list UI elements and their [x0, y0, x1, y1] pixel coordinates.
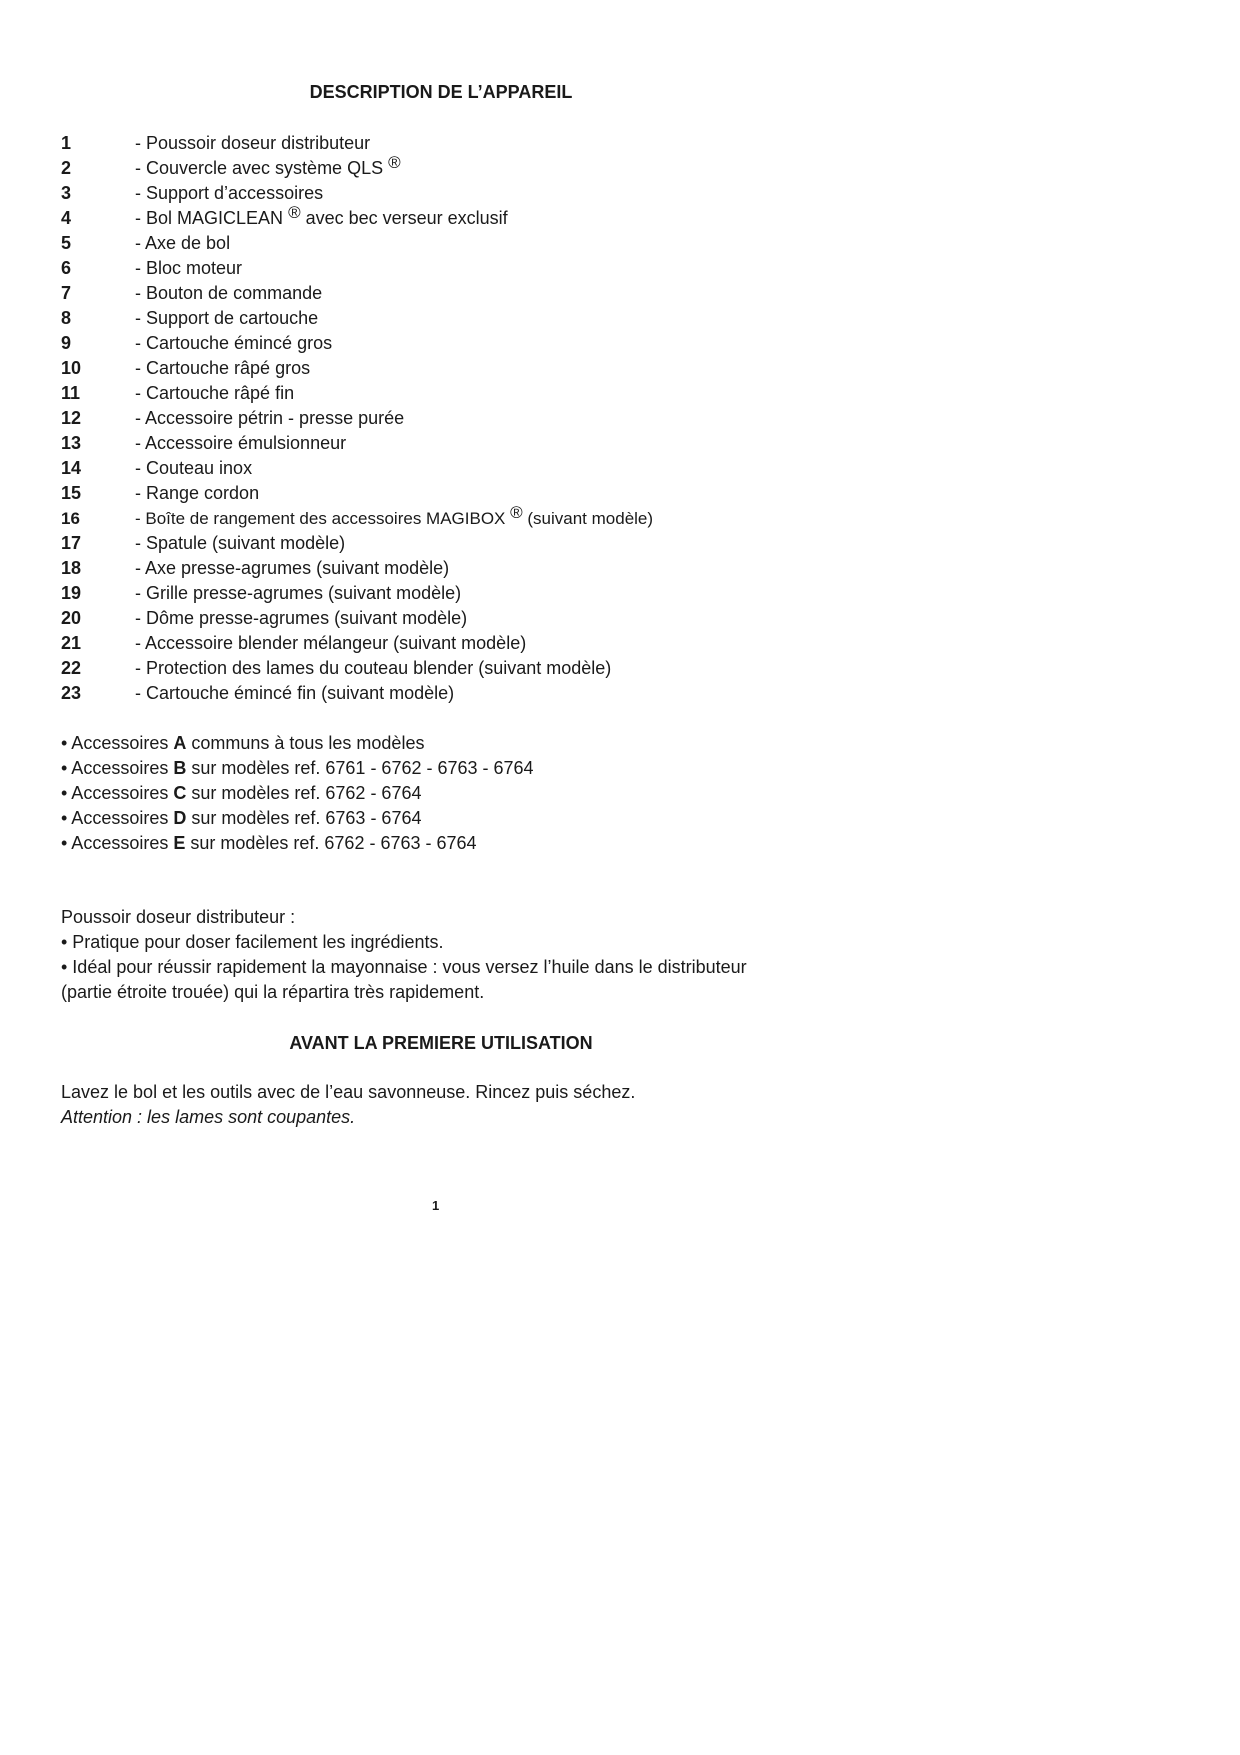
parts-list [61, 131, 653, 706]
note-prefix: • Accessoires [61, 733, 174, 753]
part-label: - Bloc moteur [135, 258, 243, 278]
part-number: 21 [61, 633, 82, 653]
part-label-suffix: avec bec verseur exclusif [300, 208, 508, 228]
part-label: - Support de cartouche [135, 308, 319, 328]
registered-mark: ® [388, 153, 401, 172]
note-text: sur modèles ref. 6761 - 6762 - 6763 - 6764 [186, 758, 534, 778]
pusher-line-1: • Pratique pour doser facilement les ingrédients. [61, 932, 444, 952]
list-item [61, 381, 653, 406]
part-number: 7 [61, 283, 72, 303]
part-label: - Spatule (suivant modèle) [135, 533, 346, 553]
note-prefix: • Accessoires [61, 783, 174, 803]
part-number: 6 [61, 258, 72, 278]
note-text: sur modèles ref. 6763 - 6764 [186, 808, 422, 828]
part-label: - Boîte de rangement des accessoires MAGIBOX [135, 509, 506, 528]
part-label: - Axe presse-agrumes (suivant modèle) [135, 558, 450, 578]
accessory-notes [61, 731, 534, 856]
pusher-line-2: • Idéal pour réussir rapidement la mayonnaise : vous versez l’huile dans le distributeur [61, 957, 747, 977]
note-text: sur modèles ref. 6762 - 6764 [186, 783, 422, 803]
part-label: - Cartouche râpé fin [135, 383, 295, 403]
part-number: 4 [61, 208, 72, 228]
list-item [61, 231, 653, 256]
part-label: - Cartouche râpé gros [135, 358, 311, 378]
part-number: 16 [61, 509, 80, 528]
part-label: - Grille presse-agrumes (suivant modèle) [135, 583, 462, 603]
list-item [61, 356, 653, 381]
list-item [61, 256, 653, 281]
accessory-note [61, 831, 534, 856]
accessory-note [61, 756, 534, 781]
part-number: 10 [61, 358, 82, 378]
page-number: 1 [432, 1198, 440, 1213]
note-prefix: • Accessoires [61, 833, 174, 853]
list-item [61, 331, 653, 356]
part-number: 19 [61, 583, 82, 603]
part-number: 20 [61, 608, 82, 628]
note-text: communs à tous les modèles [186, 733, 425, 753]
accessory-letter: D [173, 808, 187, 828]
part-label: - Dôme presse-agrumes (suivant modèle) [135, 608, 468, 628]
part-label: - Accessoire émulsionneur [135, 433, 347, 453]
list-item [61, 606, 653, 631]
part-number: 8 [61, 308, 72, 328]
accessory-note [61, 731, 534, 756]
list-item [61, 306, 653, 331]
first-use-section [61, 1080, 635, 1130]
first-use-heading: AVANT LA PREMIERE UTILISATION [289, 1033, 593, 1053]
registered-mark: ® [510, 503, 523, 522]
part-number: 15 [61, 483, 82, 503]
accessory-letter: A [173, 733, 187, 753]
note-text: sur modèles ref. 6762 - 6763 - 6764 [185, 833, 477, 853]
part-number: 17 [61, 533, 82, 553]
description-heading: DESCRIPTION DE L’APPAREIL [309, 82, 573, 102]
list-item [61, 556, 653, 581]
list-item [61, 681, 653, 706]
part-label: - Bol MAGICLEAN [135, 208, 284, 228]
part-label: - Range cordon [135, 483, 260, 503]
list-item [61, 656, 653, 681]
list-item [61, 281, 653, 306]
part-label-suffix: (suivant modèle) [522, 509, 654, 528]
warning-text: Attention : les lames sont coupantes. [61, 1107, 356, 1127]
part-number: 13 [61, 433, 82, 453]
part-number: 12 [61, 408, 82, 428]
list-item [61, 431, 653, 456]
part-label: - Couteau inox [135, 458, 253, 478]
part-number: 1 [61, 133, 72, 153]
part-number: 22 [61, 658, 82, 678]
list-item [61, 481, 653, 506]
list-item [61, 456, 653, 481]
list-item [61, 131, 653, 156]
part-label: - Poussoir doseur distributeur [135, 133, 371, 153]
part-label: - Couvercle avec système QLS [135, 158, 384, 178]
part-number: 2 [61, 158, 72, 178]
part-label: - Accessoire pétrin - presse purée [135, 408, 405, 428]
note-prefix: • Accessoires [61, 758, 174, 778]
pusher-line-3: (partie étroite trouée) qui la répartira très rapidement. [61, 982, 485, 1002]
list-item [61, 581, 653, 606]
part-label: - Bouton de commande [135, 283, 323, 303]
list-item [61, 203, 653, 231]
accessory-note [61, 781, 534, 806]
accessory-letter: B [173, 758, 187, 778]
part-number: 3 [61, 183, 72, 203]
list-item [61, 181, 653, 206]
part-number: 23 [61, 683, 82, 703]
pusher-title: Poussoir doseur distributeur : [61, 907, 296, 927]
wash-instruction: Lavez le bol et les outils avec de l’eau savonneuse. Rincez puis séchez. [61, 1082, 636, 1102]
list-item [61, 503, 654, 531]
part-label: - Cartouche émincé fin (suivant modèle) [135, 683, 455, 703]
list-item [61, 531, 653, 556]
list-item [61, 406, 653, 431]
part-label: - Protection des lames du couteau blender (suivant modèle) [135, 658, 612, 678]
part-label: - Cartouche émincé gros [135, 333, 333, 353]
accessory-letter: C [173, 783, 187, 803]
part-number: 5 [61, 233, 72, 253]
part-number: 18 [61, 558, 82, 578]
accessory-note [61, 806, 534, 831]
accessory-letter: E [173, 833, 186, 853]
note-prefix: • Accessoires [61, 808, 174, 828]
list-item [61, 631, 653, 656]
list-item [61, 153, 653, 181]
part-number: 9 [61, 333, 72, 353]
part-label: - Support d’accessoires [135, 183, 324, 203]
part-number: 14 [61, 458, 82, 478]
part-number: 11 [61, 383, 81, 403]
pusher-section [61, 905, 747, 1005]
part-label: - Axe de bol [135, 233, 231, 253]
registered-mark: ® [288, 203, 301, 222]
part-label: - Accessoire blender mélangeur (suivant modèle) [135, 633, 527, 653]
